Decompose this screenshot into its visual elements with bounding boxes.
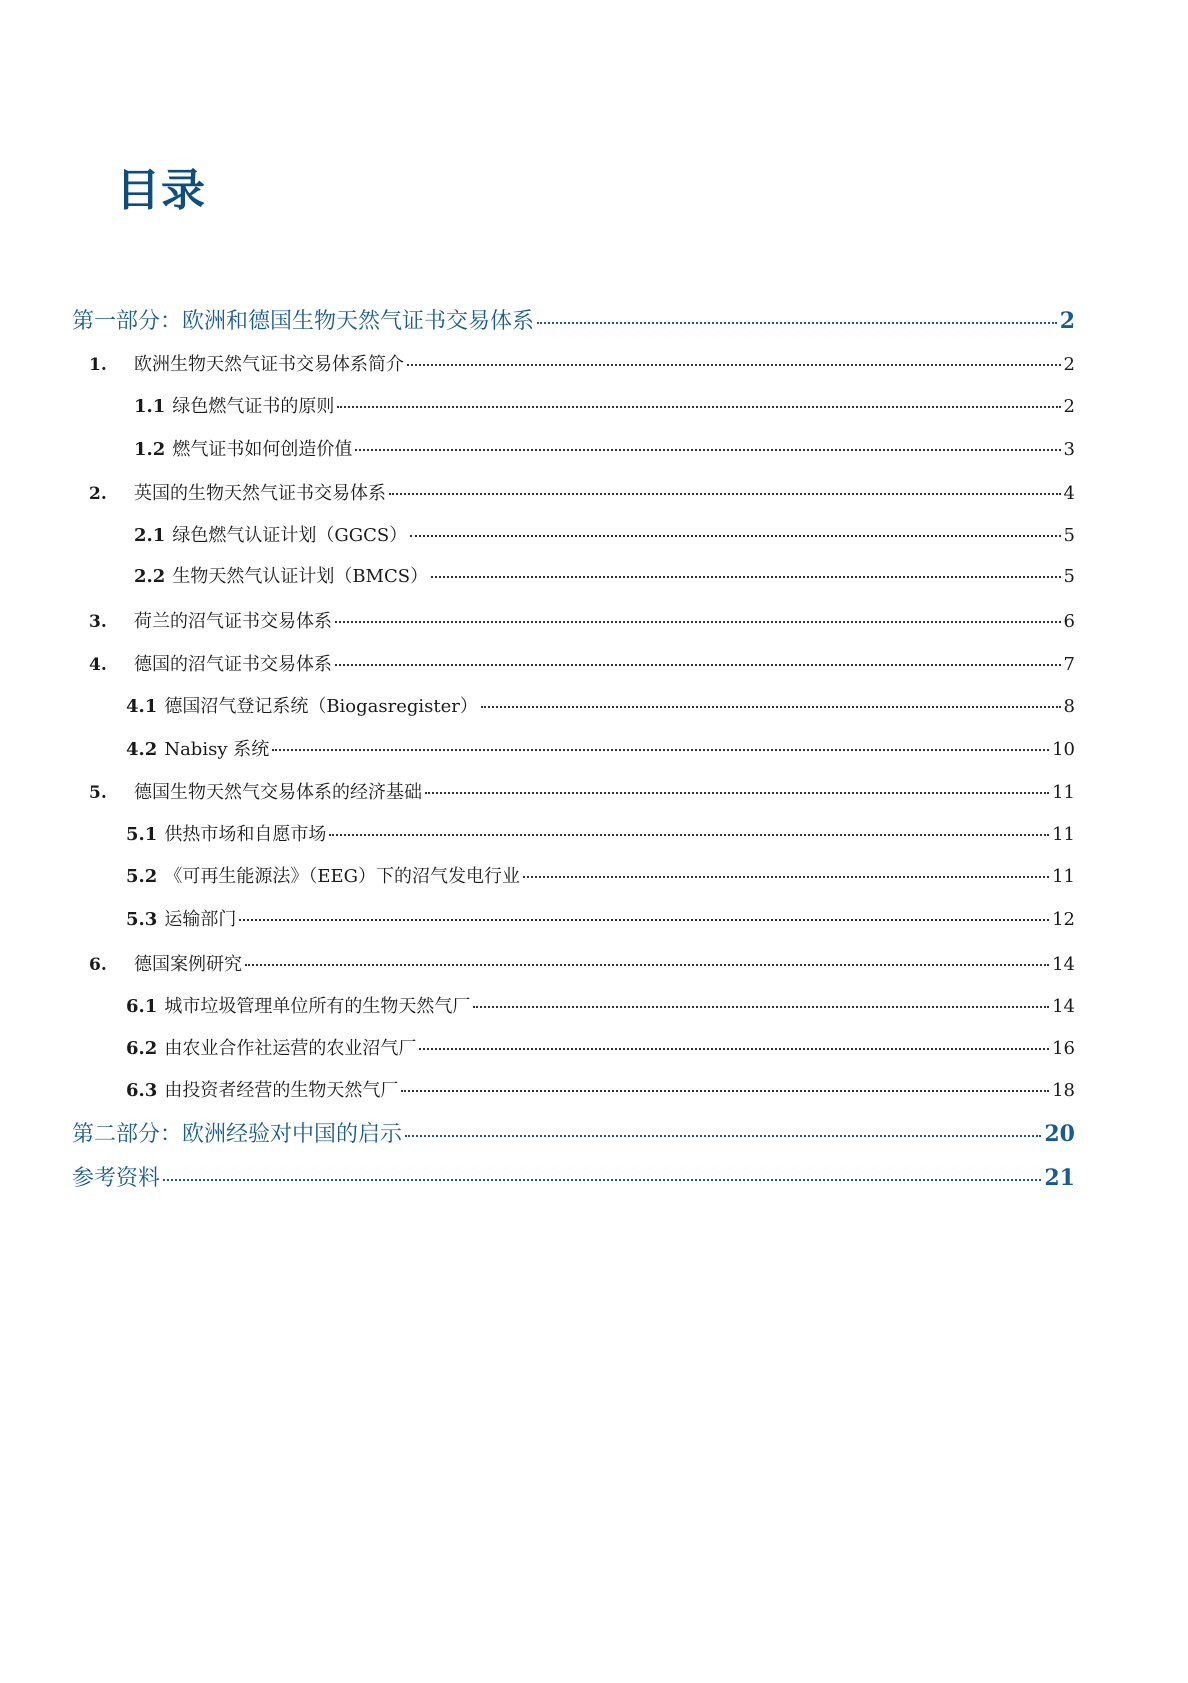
toc-entry-section-6-3[interactable] — [126, 1076, 1075, 1102]
toc-leader-dots — [335, 621, 1061, 623]
toc-entry-page: 20 — [1044, 1121, 1075, 1147]
toc-entry-part-2[interactable] — [72, 1117, 1075, 1148]
toc-entry-number: 2.1 — [134, 525, 166, 546]
toc-entry-label: 《可再生能源法》（EEG）下的沼气发电行业 — [164, 866, 520, 887]
toc-entry-label: 供热市场和自愿市场 — [164, 824, 327, 845]
toc-entry-number: 1.2 — [134, 439, 166, 460]
toc-entry-number: 5.1 — [126, 824, 158, 845]
toc-entry-page: 11 — [1052, 782, 1075, 803]
toc-entry-number: 1. — [89, 355, 107, 375]
toc-leader-dots — [410, 535, 1060, 537]
toc-entry-label: 生物天然气认证计划（BMCS） — [172, 566, 429, 587]
toc-entry-page: 11 — [1052, 866, 1075, 887]
toc-entry-section-5-3[interactable] — [126, 905, 1075, 931]
toc-leader-dots — [481, 706, 1061, 708]
toc-entry-page: 5 — [1063, 525, 1075, 546]
toc-entry-page: 2 — [1063, 354, 1075, 375]
toc-entry-section-5-1[interactable] — [126, 820, 1075, 846]
toc-entry-label: 运输部门 — [164, 909, 237, 930]
toc-entry-page: 5 — [1063, 566, 1075, 587]
toc-entry-number: 3. — [89, 612, 107, 632]
toc-entry-page: 21 — [1044, 1165, 1075, 1191]
toc-entry-number: 4. — [89, 655, 107, 675]
toc-entry-page: 16 — [1052, 1038, 1075, 1059]
toc-entry-label: 城市垃圾管理单位所有的生物天然气厂 — [164, 996, 471, 1017]
toc-entry-chapter-6[interactable] — [89, 950, 1075, 976]
toc-entry-number: 5.3 — [126, 909, 158, 930]
toc-leader-dots — [401, 1090, 1049, 1092]
toc-entry-number: 4.1 — [126, 696, 158, 717]
toc-leader-dots — [163, 1179, 1041, 1181]
toc-entry-page: 11 — [1052, 824, 1075, 845]
toc-leader-dots — [431, 576, 1060, 578]
toc-entry-number: 2.2 — [134, 566, 166, 587]
toc-entry-label: 由投资者经营的生物天然气厂 — [164, 1080, 399, 1101]
toc-entry-part-1[interactable] — [72, 304, 1075, 335]
toc-entry-number: 6.2 — [126, 1038, 158, 1059]
toc-leader-dots — [335, 664, 1061, 666]
toc-entry-page: 3 — [1063, 439, 1075, 460]
toc-entry-label: 绿色燃气认证计划（GGCS） — [172, 525, 408, 546]
toc-entry-number: 1.1 — [134, 396, 166, 417]
toc-entry-page: 2 — [1059, 308, 1075, 334]
toc-leader-dots — [337, 406, 1060, 408]
toc-entry-page: 10 — [1052, 739, 1075, 760]
toc-entry-label: 欧洲生物天然气证书交易体系简介 — [134, 354, 404, 375]
toc-entry-label: 绿色燃气证书的原则 — [172, 396, 335, 417]
toc-entry-label: 参考资料 — [72, 1166, 161, 1191]
page-title: 目录 — [116, 165, 206, 216]
toc-leader-dots — [537, 322, 1057, 324]
toc-entry-number: 5. — [89, 783, 107, 803]
toc-entry-page: 12 — [1052, 909, 1075, 930]
toc-entry-page: 6 — [1063, 611, 1075, 632]
toc-leader-dots — [389, 493, 1061, 495]
toc-entry-number: 5.2 — [126, 866, 158, 887]
toc-leader-dots — [272, 749, 1049, 751]
toc-entry-number: 6. — [89, 955, 107, 975]
toc-entry-label: 燃气证书如何创造价值 — [172, 439, 353, 460]
toc-entry-chapter-1[interactable] — [89, 350, 1075, 376]
toc-entry-chapter-3[interactable] — [89, 607, 1075, 633]
toc-entry-section-1-2[interactable] — [134, 435, 1075, 461]
toc-entry-page: 4 — [1063, 483, 1075, 504]
toc-entry-number: 4.2 — [126, 739, 158, 760]
toc-entry-section-1-1[interactable] — [134, 392, 1075, 418]
toc-entry-section-6-1[interactable] — [126, 992, 1075, 1018]
toc-entry-page: 14 — [1052, 996, 1075, 1017]
toc-entry-section-6-2[interactable] — [126, 1034, 1075, 1060]
toc-entry-number: 2. — [89, 484, 107, 504]
toc-entry-page: 2 — [1063, 396, 1075, 417]
toc-entry-page: 14 — [1052, 954, 1075, 975]
toc-entry-chapter-2[interactable] — [89, 479, 1075, 505]
toc-entry-references[interactable] — [72, 1161, 1075, 1192]
toc-entry-label: 由农业合作社运营的农业沼气厂 — [164, 1038, 417, 1059]
toc-entry-label: 德国案例研究 — [134, 954, 242, 975]
toc-entry-label: 荷兰的沼气证书交易体系 — [134, 611, 332, 632]
toc-entry-label: Nabisy 系统 — [164, 739, 270, 760]
toc-entry-chapter-5[interactable] — [89, 778, 1075, 804]
toc-entry-label: 德国沼气登记系统（Biogasregister） — [164, 696, 478, 717]
toc-leader-dots — [523, 876, 1049, 878]
toc-entry-page: 8 — [1063, 696, 1075, 717]
toc-leader-dots — [419, 1048, 1049, 1050]
toc-entry-label: 英国的生物天然气证书交易体系 — [134, 483, 386, 504]
toc-leader-dots — [425, 792, 1049, 794]
toc-entry-label: 德国生物天然气交易体系的经济基础 — [134, 782, 422, 803]
toc-entry-section-2-1[interactable] — [134, 521, 1075, 547]
toc-entry-label: 第一部分：欧洲和德国生物天然气证书交易体系 — [72, 309, 535, 334]
toc-leader-dots — [245, 964, 1049, 966]
toc-entry-page: 18 — [1052, 1080, 1075, 1101]
toc-entry-chapter-4[interactable] — [89, 650, 1075, 676]
toc-entry-section-4-1[interactable] — [126, 692, 1075, 718]
toc-entry-number: 6.1 — [126, 996, 158, 1017]
toc-leader-dots — [239, 919, 1049, 921]
toc-leader-dots — [329, 834, 1049, 836]
toc-leader-dots — [407, 364, 1061, 366]
toc-leader-dots — [405, 1135, 1041, 1137]
toc-leader-dots — [355, 449, 1060, 451]
toc-entry-page: 7 — [1063, 654, 1075, 675]
toc-entry-label: 德国的沼气证书交易体系 — [134, 654, 332, 675]
toc-leader-dots — [473, 1006, 1049, 1008]
toc-entry-section-2-2[interactable] — [134, 562, 1075, 588]
toc-entry-label: 第二部分：欧洲经验对中国的启示 — [72, 1122, 403, 1147]
toc-entry-section-5-2[interactable] — [126, 862, 1075, 888]
toc-entry-section-4-2[interactable] — [126, 735, 1075, 761]
toc-entry-number: 6.3 — [126, 1080, 158, 1101]
